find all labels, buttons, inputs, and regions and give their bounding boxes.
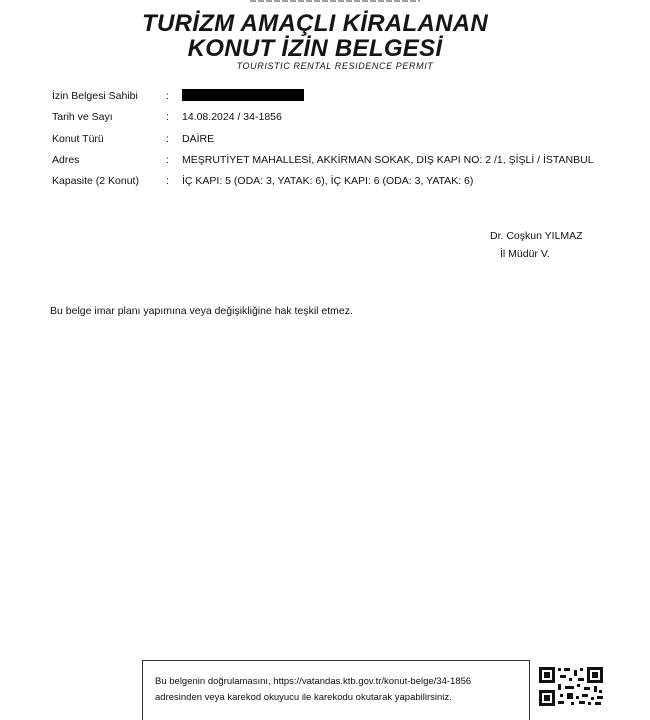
- field-label: Adres: [52, 153, 80, 166]
- field-colon: :: [166, 175, 169, 188]
- verification-line2: adresinden veya karekod okuyucu ile karekodu okutarak yapabilirsiniz.: [155, 692, 452, 703]
- field-value: MEŞRUTİYET MAHALLESİ, AKKİRMAN SOKAK, DIŞ KAPI NO: 2 /1, ŞİŞLİ / İSTANBUL: [182, 153, 594, 166]
- qr-code-icon: [538, 666, 604, 706]
- field-label: Kapasite (2 Konut): [52, 175, 139, 188]
- field-label: İzin Belgesi Sahibi: [52, 90, 138, 102]
- field-colon: :: [166, 111, 169, 124]
- verification-line1: Bu belgenin doğrulamasını, https://vatandas.ktb.gov.tr/konut-belge/34-1856: [155, 676, 472, 687]
- field-label: Tarih ve Sayı: [52, 111, 113, 124]
- field-value: İÇ KAPI: 5 (ODA: 3, YATAK: 6), İÇ KAPI: 6 (ODA: 3, YATAK: 6): [182, 175, 474, 188]
- document-subtitle: TOURISTIC RENTAL RESIDENCE PERMIT: [236, 61, 434, 71]
- redaction-bar: [182, 89, 304, 101]
- field-value-redacted: [182, 90, 304, 102]
- signatory-title: İl Müdür V.: [500, 248, 550, 260]
- field-colon: :: [166, 153, 169, 166]
- legal-note: Bu belge imar planı yapımına veya değişikliğine hak teşkil etmez.: [50, 305, 353, 317]
- field-colon: :: [166, 90, 169, 102]
- field-value: DAİRE: [182, 132, 215, 145]
- field-value: 14.08.2024 / 34-1856: [182, 111, 282, 124]
- document-title-line2: KONUT İZİN BELGESİ: [187, 35, 443, 62]
- field-label: Konut Türü: [52, 132, 104, 145]
- cropped-header-fragment: [250, 0, 420, 2]
- verification-box: [142, 660, 530, 720]
- signatory-name: Dr. Coşkun YILMAZ: [490, 230, 583, 242]
- field-colon: :: [166, 132, 169, 145]
- document-title-line1: TURİZM AMAÇLI KİRALANAN: [142, 10, 488, 37]
